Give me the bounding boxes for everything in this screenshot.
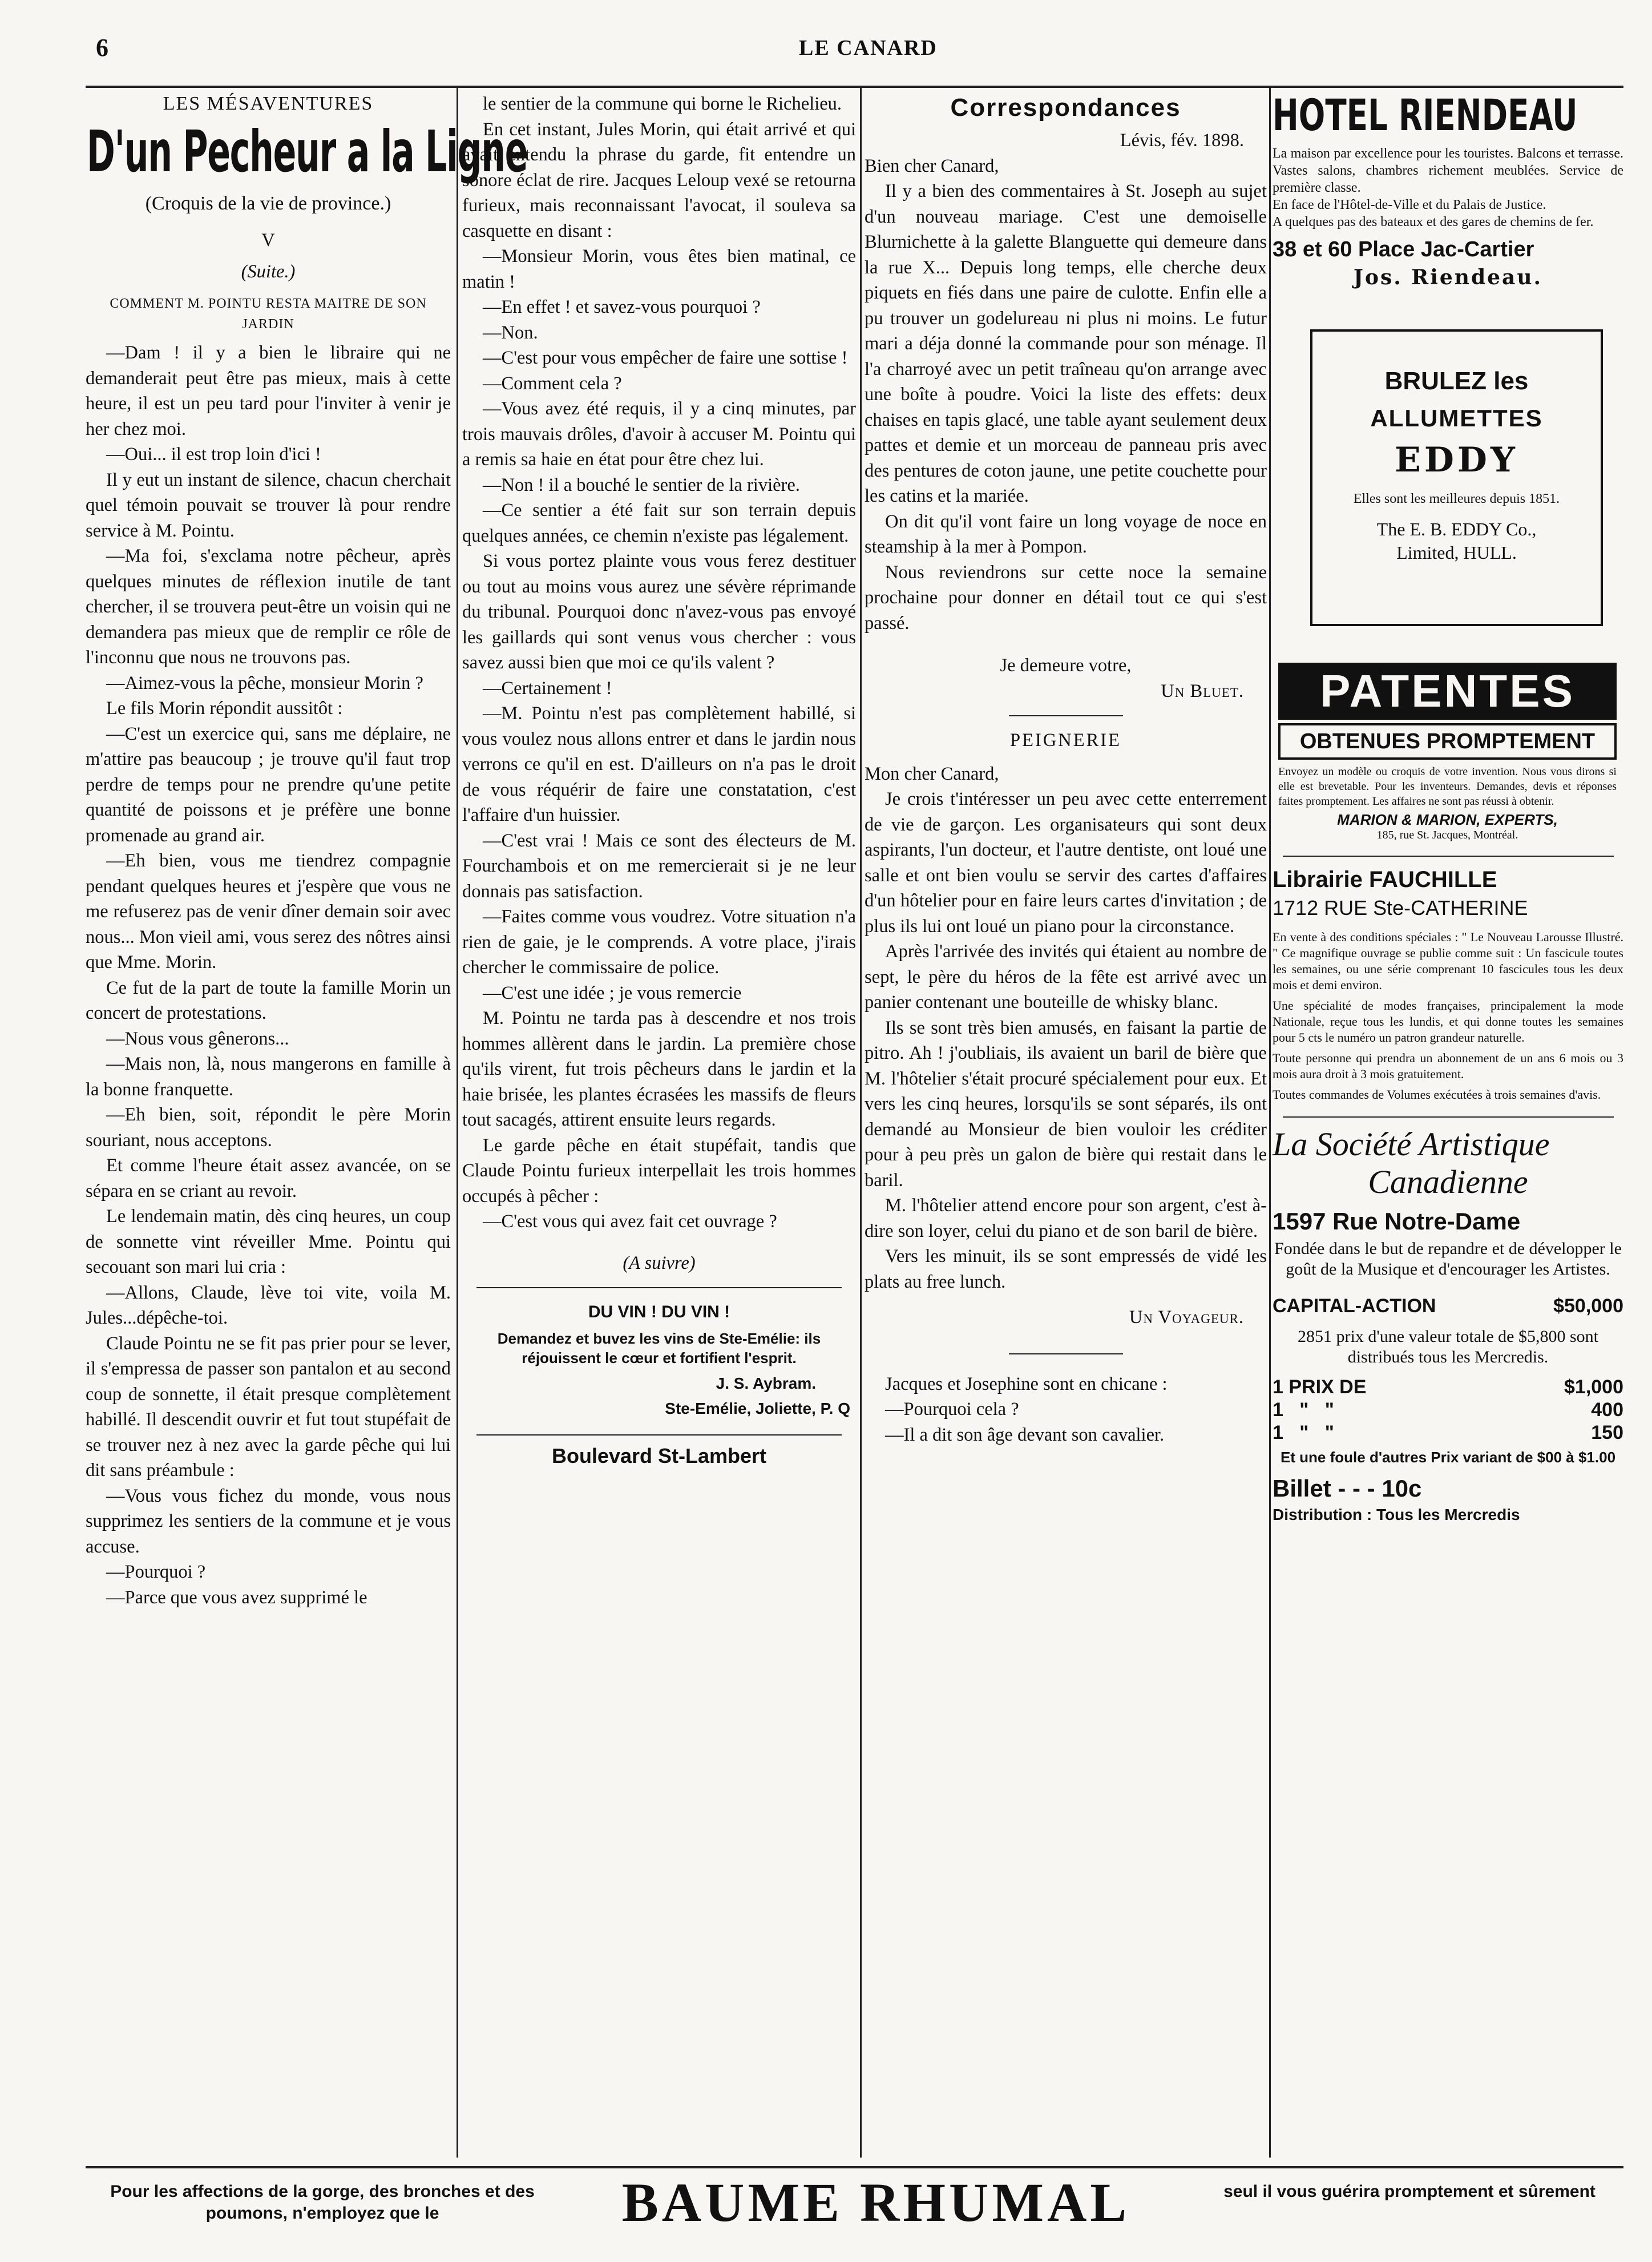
paragraph: Le lendemain matin, dès cinq heures, un coup de sonnette vint réveiller Mme. Pointu qui secouant son mari lui cria : [86,1206,451,1277]
prize-value: 400 [1591,1399,1623,1421]
prize-value: 150 [1591,1422,1623,1444]
column-rule [860,86,862,2158]
paragraph: On dit qu'il vont faire un long voyage de noce en steamship à la mer à Pompon. [865,511,1267,557]
column-4 [1273,91,1623,2158]
paragraph: Ce fut de la part de toute la famille Morin un concert de protestations. [86,977,451,1023]
paragraph: —Aimez-vous la pêche, monsieur Morin ? [106,672,423,693]
paragraph: M. Pointu ne tarda pas à descendre et nos trois hommes allèrent dans le jardin. La première chose qu'ils virent, fut trois pêcheurs dans le jardin et la haie brisée, les plantes écrasées les massifs de fleurs tout sacagés, attirent ensuite leurs regards. [462,1008,856,1130]
column-2 [462,91,856,2158]
story-text-continued [462,91,856,1235]
paragraph: —C'est vrai ! Mais ce sont des électeurs de M. Fourchambois et on me remercierait si je ne leur donnais pas satisfaction. [462,830,856,902]
bottom-ad-right: seul il vous guérira promptement et sûrement [1223,2182,1596,2201]
hotel-text-2: En face de l'Hôtel-de-Ville et du Palais de Justice. [1273,197,1546,212]
patentes-text: Envoyez un modèle ou croquis de votre invention. Nous vous dirons si elle est brevetable. Pour les inventeurs. Demandes, devis et réponses faites promptement. Les affaires ne sont pas réussi à obtenir. [1278,765,1617,808]
bottom-advertisement [86,2166,1623,2248]
societe-prizes-text: 2851 prix d'une valeur totale de $5,800 sont distribués tous les Mercredis. [1298,1327,1598,1366]
paragraph: En cet instant, Jules Morin, qui était arrivé et qui avait entendu la phrase du garde, fit entendre un sonore éclat de rire. Jacques Leloup vexé se retourna furieux, mais reconnaissant l'avocat, il souleva sa casquette en disant : [462,119,856,241]
paragraph: Le fils Morin répondit aussitôt : [106,698,343,719]
separator [1283,1116,1614,1118]
paragraph: —En effet ! et savez-vous pourquoi ? [483,297,761,317]
paragraph: le sentier de la commune qui borne le Richelieu. [483,94,842,114]
patentes-subtitle: OBTENUES PROMPTEMENT [1278,723,1617,760]
societe-line-1: La Société Artistique [1273,1126,1550,1163]
page-header [0,33,1652,67]
paragraph: —Certainement ! [483,678,612,699]
billet-price: Billet - - - 10c [1273,1475,1422,1502]
librairie-address: 1712 RUE Ste-CATHERINE [1273,896,1528,920]
patentes-address: 185, rue St. Jacques, Montréal. [1376,829,1518,841]
signature-bluet: Un Bluet. [1161,680,1244,701]
paragraph: Vers les minuit, ils se sont empressés de vidé les plats au free lunch. [865,1246,1267,1292]
paragraph: Si vous portez plainte vous vous ferez destituer ou tout au moins vous aurez une sévère réprimande du tribunal. Pourquoi donc n'avez-vous pas envoyé les gaillards qui sont venus vous chercher : vous savez aussi bien que moi ce qu'ils valent ? [462,551,856,673]
societe-address: 1597 Rue Notre-Dame [1273,1208,1521,1235]
prize-row [1273,1398,1623,1421]
story-text [86,340,451,1610]
paragraph: —Ma foi, s'exclama notre pêcheur, après quelques minutes de réflexion inutile de tant chercher, il se trouvera peut-être un voisin qui ne demandera pas mieux que de remplir ce rôle de l'inconnu que nous ne trouvons pas. [86,546,451,668]
patentes-firm: MARION & MARION, EXPERTS, [1337,811,1558,828]
column-1 [86,91,528,2158]
librairie-ad [1273,867,1623,1103]
paragraph: Nous reviendrons sur cette noce la semaine prochaine pour donner en détail tout ce qui s'est passé. [865,562,1267,634]
chapter-number: V [261,230,275,251]
peignerie-title: PEIGNERIE [1010,730,1121,751]
column-rule [1269,86,1271,2158]
distribution: Distribution : Tous les Mercredis [1273,1506,1520,1523]
hotel-text: La maison par excellence pour les touristes. Balcons et terrasse. Vastes salons, chambres richement meublées. Service de première classe. [1273,146,1623,195]
correspondances-title: Correspondances [950,94,1181,122]
librairie-name: Librairie FAUCHILLE [1273,867,1497,892]
column-rule [457,86,458,2158]
letter-2-text [865,787,1267,1295]
paragraph: —Eh bien, soit, répondit le père Morin souriant, nous acceptons. [86,1104,451,1151]
hotel-name: HOTEL RIENDEAU [1273,90,1578,140]
paragraph: —Nous vous gênerons... [106,1028,289,1049]
paragraph: —Il a dit son âge devant son cavalier. [885,1424,1165,1445]
patentes-title: PATENTES [1278,663,1617,720]
hotel-owner: Jos. Riendeau. [1353,265,1543,289]
header-rule [86,86,1623,88]
paragraph: —Non ! il a bouché le sentier de la rivière. [483,474,800,495]
paragraph: —Ce sentier a été fait sur son terrain depuis quelques années, ce chemin n'existe pas légalement. [462,500,856,546]
separator [1009,1353,1123,1354]
paragraph: Après l'arrivée des invités qui étaient au nombre de sept, le père du héros de la fête est arrivé avec un panier contenant une bouteille de whisky blanc. [865,941,1267,1013]
signature-voyageur: Un Voyageur. [1129,1307,1244,1328]
capital-label: CAPITAL-ACTION [1273,1295,1436,1317]
hotel-ad [1273,91,1623,289]
paragraph: —M. Pointu n'est pas complètement habillé, si vous voulez nous allons entrer et dans le jardin nous verrons ce qu'il en est. D'ailleurs on n'a pas le droit de vous réquérir de faire une constatation, c'est l'affaire d'un huissier. [462,703,856,825]
paragraph: —Dam ! il y a bien le libraire qui ne demanderait peut être pas mieux, mais à cette heure, il est un peu tard pour l'inviter à venir je her chez moi. [86,342,451,440]
page-number: 6 [96,34,108,62]
paragraph: —Pourquoi ? [106,1562,206,1582]
paragraph: —Pourquoi cela ? [885,1399,1019,1420]
prize-row [1273,1421,1623,1444]
eddy-line-4: Elles sont les meilleures depuis 1851. [1353,491,1560,506]
paragraph: Il y eut un instant de silence, chacun cherchait quel témoin pouvait se trouver là pour rendre service à M. Pointu. [86,469,451,541]
boulevard-ad: Boulevard St-Lambert [551,1444,767,1467]
paragraph: Il y a bien des commentaires à St. Joseph au sujet d'un nouveau mariage. C'est une demoiselle Blurnichette à la galette Blanguette qui demeure dans la rue X... Depuis long temps, elle cherche deux piquets en fiés dans une paire de culotte. Enfin elle a pu trouver un godelureau ni plus ni moins. Le futur mari a déja donné la commande pour son ménage. Il l'a charroyé avec un petit traîneau qu'on arrange avec une boîte à poudre. Voici la liste des effets: deux chaises en tapis glacé, une table ayant seulement deux pattes et demie et un morceau de panneau pris avec des pentures de coton jaune, une petite couchette pour les catins et la mariée. [865,181,1267,506]
joke-text [865,1372,1267,1448]
capital-value: $50,000 [1553,1295,1623,1317]
suite-label: (Suite.) [241,261,296,282]
paragraph: —C'est vous qui avez fait cet ouvrage ? [483,1211,777,1232]
prize-label: 1 PRIX DE [1273,1376,1367,1398]
societe-more-prizes: Et une foule d'autres Prix variant de $00 à $1.00 [1280,1449,1616,1466]
chapter-title: COMMENT M. POINTU RESTA MAITRE DE SON JARDIN [110,296,427,332]
patentes-ad [1278,663,1617,842]
librairie-text-2: Une spécialité de modes françaises, principalement la mode Nationale, reçue tous les lundis, et qui donne toutes les semaines pour 5 cts le numéro un patron grandeur naturelle. [1273,998,1623,1045]
paragraph: Et comme l'heure était assez avancée, on se sépara en se criant au revoir. [86,1155,451,1201]
prize-label: 1 " " [1273,1399,1334,1421]
paragraph: Ils se sont très bien amusés, en faisant la partie de pitro. Ah ! j'oubliais, ils avaient un baril de bière que M. l'hôtelier s'était procuré spécialement pour eux. Et vers les cinq heures, lorsqu'ils se sont séparés, ils ont demandé au Monsieur de bien vouloir les créditer pour à peu près un galon de bière qui restait dans le baril. [865,1017,1267,1191]
vin-ad-title: DU VIN ! DU VIN ! [588,1303,730,1321]
prize-value: $1,000 [1564,1376,1623,1398]
eddy-line-1: BRULEZ les [1384,367,1529,395]
prize-row [1273,1376,1623,1398]
prize-label: 1 " " [1273,1422,1334,1444]
librairie-text-4: Toutes commandes de Volumes exécutées à trois semaines d'avis. [1273,1087,1601,1102]
librairie-text-3: Toute personne qui prendra un abonnement de un ans 6 mois ou 3 mois aura droit à 3 mois gratuitement. [1273,1051,1623,1081]
paragraph: —Parce que vous avez supprimé le [106,1587,367,1608]
letter-1-text [865,179,1267,636]
paragraph: —Vous avez été requis, il y a cinq minutes, par trois mauvais drôles, d'avoir à accuser M. Pointu qui a remis sa haie en état pour être chez lui. [462,398,856,470]
bottom-ad-center: BAUME RHUMAL [621,2172,1130,2233]
societe-ad [1273,1126,1623,1524]
eddy-line-3: EDDY [1395,440,1518,480]
paragraph: —C'est une idée ; je vous remercie [483,982,742,1003]
separator [1283,856,1614,857]
societe-text: Fondée dans le but de repandre et de développer le goût de la Musique et d'encourager les Artistes. [1274,1239,1622,1279]
eddy-line-5: The E. B. EDDY Co., [1376,519,1537,539]
paragraph: —Eh bien, vous me tiendrez compagnie pendant quelques heures et j'espère que vous ne me refuserez pas de venir dîner demain soir avec nous... Mon vieil ami, vous serez des nôtres ainsi que Mme. Morin. [86,850,451,973]
paragraph: —Faites comme vous voudrez. Votre situation n'a rien de gaie, je le comprends. A votre place, j'irais chercher le commissaire de police. [462,906,856,978]
vin-ad-signature: J. S. Aybram. [716,1374,816,1392]
paragraph: Claude Pointu ne se fit pas prier pour se lever, il s'empressa de passer son pantalon et au second coup de sonnette, il était presque complètement habillé. Il descendit ouvrir et fut tout stupéfait de se trouver nez à nez avec la garde pêche qui lui dit sans préambule : [86,1333,451,1481]
capital-row [1273,1295,1623,1317]
hotel-address: 38 et 60 Place Jac-Cartier [1273,237,1534,261]
salutation: Bien cher Canard, [865,155,999,176]
prize-list [1273,1376,1623,1444]
paragraph: —C'est un exercice qui, sans me déplaire, ne m'attire pas beaucoup ; je trouve qu'il faut trop perdre de temps pour ne prendre qu'une petite quantité de poissons et je préfère une bonne promenade au grand air. [86,723,451,846]
hotel-text-3: A quelques pas des bateaux et des gares de chemins de fer. [1273,215,1594,229]
column-3 [865,91,1267,2158]
societe-line-2: Canadienne [1368,1163,1528,1200]
paragraph: —Allons, Claude, lève toi vite, voila M. Jules...dépêche-toi. [86,1282,451,1328]
paragraph: —Comment cela ? [483,373,622,394]
paragraph: Le garde pêche en était stupéfait, tandis que Claude Pointu furieux interpellait les trois hommes occupés à pêcher : [462,1135,856,1207]
story-subtitle: (Croquis de la vie de province.) [145,192,391,214]
librairie-text-1: En vente à des conditions spéciales : " Le Nouveau Larousse Illustré. " Ce magnifique ouvrage se publie comme suit : Un fascicule toutes les semaines, ou une série comprenant 10 fascicules tous les deux mois et demi environ. [1273,930,1623,992]
closing: Je demeure votre, [1000,655,1132,676]
paragraph: —Vous vous fichez du monde, vous nous supprimez les sentiers de la commune et je vous accuse. [86,1485,451,1557]
paragraph: M. l'hôtelier attend encore pour son argent, c'est à-dire son loyer, celui du piano et de son baril de bière. [865,1195,1267,1241]
paragraph: Jacques et Josephine sont en chicane : [885,1373,1168,1394]
a-suivre: (A suivre) [623,1252,696,1273]
story-title: D'un Pecheur a la Ligne [87,118,528,185]
paragraph: Je crois t'intéresser un peu avec cette enterrement de vie de garçon. Les organisateurs qui sont deux aspirants, l'un docteur, et l'autre dentiste, ont loué une salle et ont bien voulu se servir des cartes d'affaires d'un hôtelier pour en faire leurs cartes d'invitation ; de plus ils lui ont loué un piano pour la circonstance. [865,789,1267,937]
eddy-ad [1310,329,1603,626]
dateline: Lévis, fév. 1898. [1120,130,1244,151]
series-title: LES MÉSAVENTURES [163,93,374,114]
separator [476,1434,842,1436]
salutation-2: Mon cher Canard, [865,763,999,784]
vin-ad-place: Ste-Emélie, Joliette, P. Q [665,1400,850,1417]
separator [476,1287,842,1288]
paragraph: —Monsieur Morin, vous êtes bien matinal, ce matin ! [462,246,856,292]
separator [1009,715,1123,716]
paragraph: —Oui... il est trop loin d'ici ! [106,444,321,465]
paragraph: —Non. [483,322,538,343]
bottom-ad-left: Pour les affections de la gorge, des bronches et des poumons, n'employez que le [110,2182,535,2223]
paragraph: —C'est pour vous empêcher de faire une sottise ! [483,348,848,368]
eddy-line-6: Limited, HULL. [1396,542,1517,563]
eddy-line-2: ALLUMETTES [1370,405,1543,432]
newspaper-title: LE CANARD [799,36,938,60]
vin-ad-text: Demandez et buvez les vins de Ste-Emélie: ils réjouissent le cœur et fortifient l'esprit. [497,1329,821,1366]
paragraph: —Mais non, là, nous mangerons en famille à la bonne franquette. [86,1054,451,1100]
